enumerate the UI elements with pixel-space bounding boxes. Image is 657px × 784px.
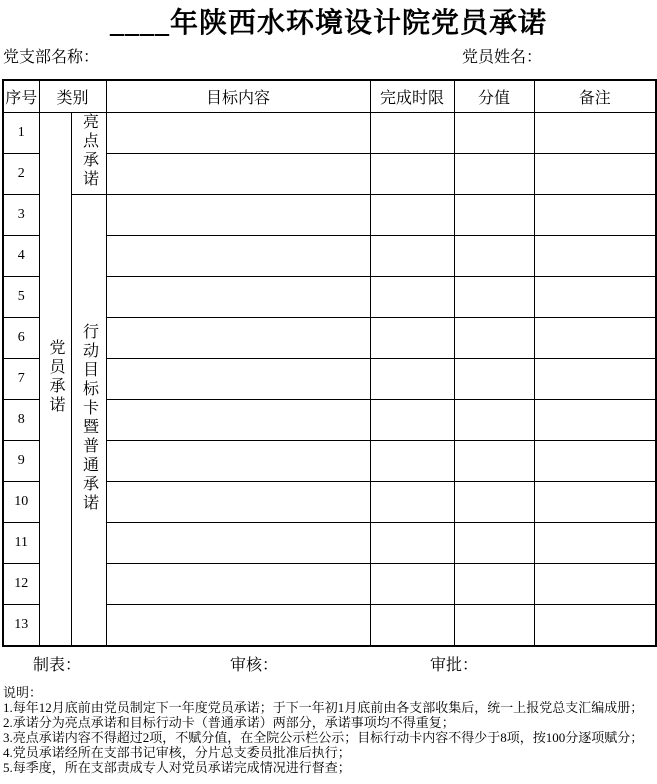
deadline-cell	[370, 441, 454, 482]
score-cell	[454, 400, 534, 441]
remark-cell	[534, 195, 656, 236]
note-item: 2.承诺分为亮点承诺和目标行动卡（普通承诺）两部分，承诺事项均不得重复；	[3, 715, 455, 730]
remark-cell	[534, 441, 656, 482]
remark-cell	[534, 359, 656, 400]
score-cell	[454, 154, 534, 195]
content-cell	[106, 564, 370, 605]
row-no: 11	[3, 523, 39, 564]
title-year-blank: ____	[109, 8, 170, 39]
row-no: 2	[3, 154, 39, 195]
header-remark: 备注	[534, 80, 656, 113]
notes-section	[3, 685, 655, 775]
category-action-cell	[71, 195, 106, 647]
table-header-row	[3, 80, 656, 113]
note-item: 4.党员承诺经所在支部书记审核，分片总支委员批准后执行；	[3, 745, 351, 760]
score-cell	[454, 195, 534, 236]
row-no: 6	[3, 318, 39, 359]
deadline-cell	[370, 523, 454, 564]
remark-cell	[534, 523, 656, 564]
title-text: 年陕西水环境设计院党员承诺	[169, 8, 547, 39]
deadline-cell	[370, 564, 454, 605]
header-score: 分值	[454, 80, 534, 113]
maker-label: 制表：	[33, 657, 82, 674]
note-item: 3.亮点承诺内容不得超过2项，不赋分值，在全院公示栏公示；目标行动卡内容不得少于8项，按100分逐项赋分；	[3, 730, 644, 745]
content-cell	[106, 482, 370, 523]
header-no: 序号	[3, 80, 39, 113]
row-no: 8	[3, 400, 39, 441]
table-row	[3, 195, 656, 236]
header-content: 目标内容	[106, 80, 370, 113]
content-cell	[106, 359, 370, 400]
score-cell	[454, 523, 534, 564]
score-cell	[454, 277, 534, 318]
score-cell	[454, 318, 534, 359]
category-action-text: 行动目标卡暨普通承诺	[80, 322, 98, 513]
approver-label: 审批：	[430, 657, 479, 674]
table-row	[3, 113, 656, 154]
note-item: 5.每季度，所在支部责成专人对党员承诺完成情况进行督查；	[3, 760, 351, 775]
page-title	[0, 1, 657, 41]
row-no: 13	[3, 605, 39, 647]
row-no: 12	[3, 564, 39, 605]
content-cell	[106, 113, 370, 154]
row-no: 4	[3, 236, 39, 277]
header-category: 类别	[39, 80, 106, 113]
content-cell	[106, 441, 370, 482]
deadline-cell	[370, 277, 454, 318]
reviewer-label: 审核：	[230, 657, 279, 674]
content-cell	[106, 523, 370, 564]
row-no: 1	[3, 113, 39, 154]
row-no: 7	[3, 359, 39, 400]
remark-cell	[534, 236, 656, 277]
remark-cell	[534, 482, 656, 523]
content-cell	[106, 236, 370, 277]
deadline-cell	[370, 359, 454, 400]
deadline-cell	[370, 154, 454, 195]
row-no: 9	[3, 441, 39, 482]
note-item: 1.每年12月底前由党员制定下一年度党员承诺；于下一年初1月底前由各支部收集后，统一上报党总支汇编成册；	[3, 700, 644, 715]
score-cell	[454, 236, 534, 277]
deadline-cell	[370, 318, 454, 359]
remark-cell	[534, 605, 656, 647]
row-no: 10	[3, 482, 39, 523]
deadline-cell	[370, 482, 454, 523]
content-cell	[106, 154, 370, 195]
branch-name-label: 党支部名称：	[3, 49, 100, 66]
member-name-label: 党员姓名：	[462, 49, 543, 66]
remark-cell	[534, 154, 656, 195]
commitment-table	[2, 79, 657, 647]
content-cell	[106, 605, 370, 647]
category-main-cell	[39, 113, 71, 647]
remark-cell	[534, 113, 656, 154]
content-cell	[106, 400, 370, 441]
notes-label: 说明：	[3, 685, 43, 700]
deadline-cell	[370, 605, 454, 647]
content-cell	[106, 195, 370, 236]
remark-cell	[534, 277, 656, 318]
row-no: 3	[3, 195, 39, 236]
score-cell	[454, 359, 534, 400]
row-no: 5	[3, 277, 39, 318]
header-deadline: 完成时限	[370, 80, 454, 113]
deadline-cell	[370, 195, 454, 236]
category-highlight-cell	[71, 113, 106, 195]
score-cell	[454, 482, 534, 523]
content-cell	[106, 277, 370, 318]
category-highlight-text: 亮点承诺	[80, 113, 98, 189]
score-cell	[454, 605, 534, 647]
category-main-text: 党员承诺	[47, 338, 64, 415]
remark-cell	[534, 564, 656, 605]
remark-cell	[534, 318, 656, 359]
score-cell	[454, 113, 534, 154]
content-cell	[106, 318, 370, 359]
deadline-cell	[370, 113, 454, 154]
deadline-cell	[370, 236, 454, 277]
deadline-cell	[370, 400, 454, 441]
remark-cell	[534, 400, 656, 441]
score-cell	[454, 441, 534, 482]
score-cell	[454, 564, 534, 605]
